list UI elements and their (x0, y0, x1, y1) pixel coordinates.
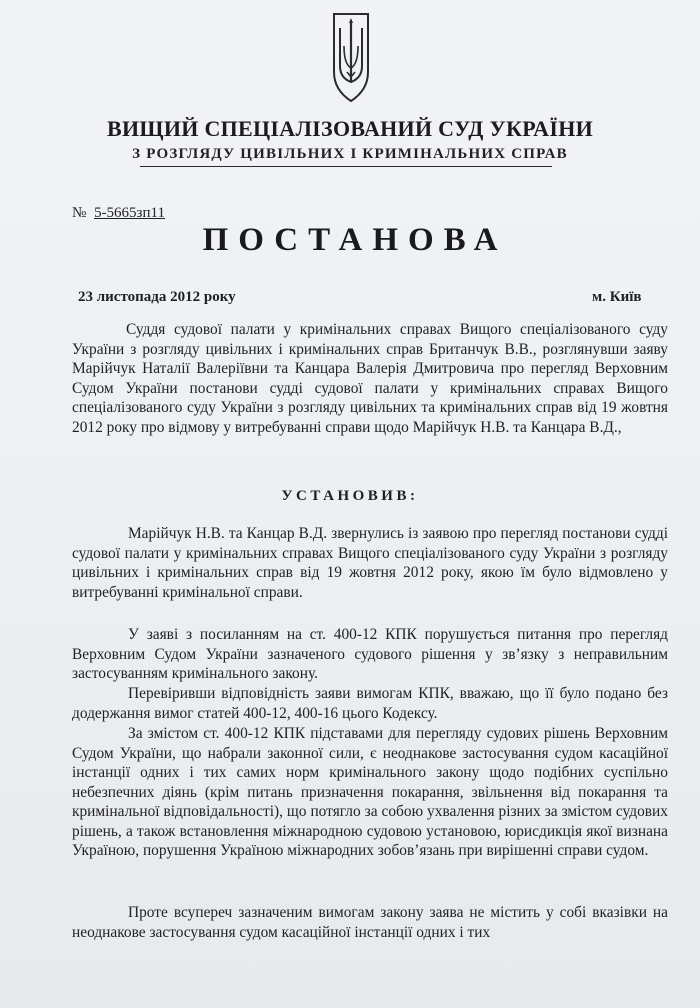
case-number-prefix: № (72, 205, 87, 221)
body-paragraph: Перевіривши відповідність заяви вимогам КПК, вважаю, що її було подано без додержання вимог статей 400-12, 400-16 цього Кодексу. (72, 685, 668, 722)
court-subtitle: З РОЗГЛЯДУ ЦИВІЛЬНИХ І КРИМІНАЛЬНИХ СПРАВ (132, 146, 568, 162)
case-number (72, 205, 165, 222)
document-date: 23 листопада 2012 року (78, 289, 236, 305)
document-title: ПОСТАНОВА (202, 222, 508, 258)
body-paragraph: Марійчук Н.В. та Канцар В.Д. звернулись із заявою про перегляд постанови судді судової палати у кримінальних справах Вищого спеціалізованого суду України з розгляду цивільних і кримінальних справ від 19 жовтня 2012 року, якою їм було відмовлено у витребуванні кримінальної справи. (72, 525, 668, 601)
body-paragraph: У заяві з посиланням на ст. 400-12 КПК порушується питання про перегляд Верховним Судом України зазначеного судового рішення у зв’язку з неправильним застосуванням кримінального закону. (72, 626, 668, 682)
intro-paragraph: Суддя судової палати у кримінальних справах Вищого спеціалізованого суду України з розгляду цивільних і кримінальних справ Бритaнчук В.В., розглянувши заяву Марійчук Наталії Валеріївни та Канцара Валерія Дмитровича про перегляд Верховним Судом України постанови судді судової палати у кримінальних справах Вищого спеціалізованого суду України з розгляду цивільних та кримінальних справ від 19 жовтня 2012 року про відмову у витребуванні справи щодо Марійчук Н.В. та Канцара В.Д., (72, 321, 668, 436)
case-number-value: 5-5665зп11 (94, 205, 165, 221)
header-divider (140, 166, 552, 167)
document-city: м. Київ (592, 289, 642, 305)
body-paragraph: За змістом ст. 400-12 КПК підставами для перегляду судових рішень Верховним Судом України, що набрали законної сили, є неоднакове застосування судом касаційної інстанції одних і тих самих норм кримінального закону щодо подібних суспільно небезпечних діянь (крім питань призначення покарання, звільнення від покарання та кримінальної відповідальності), що потягло за собою ухвалення різних за змістом судових рішень, а також встановлення міжнародною судовою установою, юрисдикція якої визнана Україною, порушення Україною міжнародних зобов’язань при вирішенні справи судом. (72, 725, 668, 859)
body-paragraph: Проте всупереч зазначеним вимогам закону заява не містить у собі вказівки на неоднакове застосування судом касаційної інстанції одних і тих (72, 904, 668, 941)
trident-emblem-icon (331, 10, 371, 104)
court-name: ВИЩИЙ СПЕЦІАЛІЗОВАНИЙ СУД УКРАЇНИ (106, 116, 594, 141)
section-heading: УСТАНОВИВ: (281, 488, 419, 504)
